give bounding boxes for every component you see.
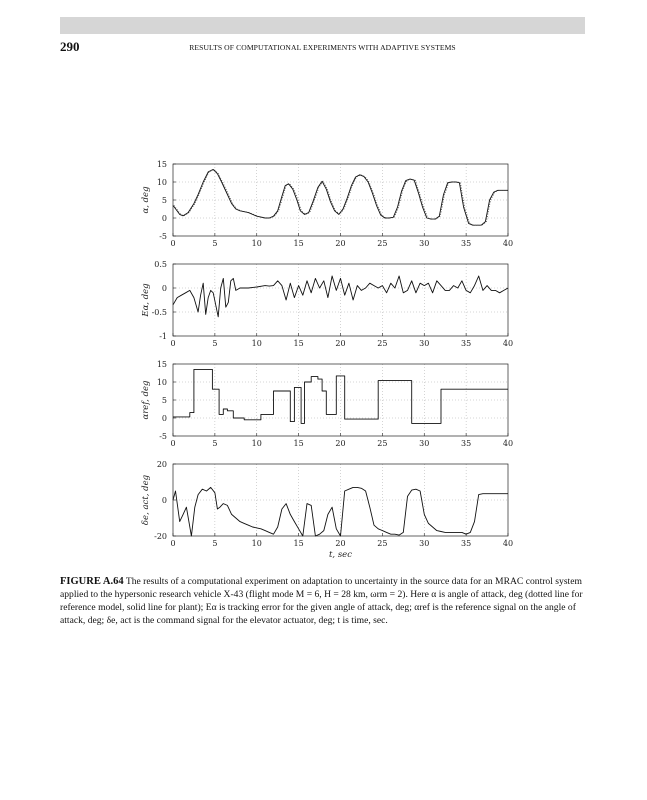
y-tick-label: 10 [156, 178, 167, 187]
x-tick-label: 20 [335, 439, 346, 448]
y-tick-label: 0.5 [154, 260, 167, 269]
y-tick-label: 20 [156, 460, 167, 469]
y-tick-label: 0 [161, 284, 167, 293]
y-tick-label: 5 [161, 196, 167, 205]
page-number: 290 [60, 39, 80, 54]
y-axis-label: δe, act, deg [141, 474, 151, 526]
y-axis-label: α, deg [141, 186, 151, 214]
y-tick-label: -0.5 [151, 308, 167, 317]
y-tick-label: -5 [159, 432, 167, 441]
x-tick-label: 25 [377, 239, 388, 248]
x-tick-label: 40 [502, 339, 514, 348]
x-tick-label: 30 [419, 539, 430, 548]
x-tick-label: 30 [419, 239, 430, 248]
x-tick-label: 35 [461, 239, 472, 248]
x-tick-label: 20 [335, 539, 346, 548]
y-tick-label: -20 [154, 532, 167, 541]
x-tick-label: 35 [461, 539, 472, 548]
x-tick-label: 0 [170, 239, 176, 248]
x-tick-label: 15 [293, 239, 304, 248]
y-tick-label: 0 [161, 496, 167, 505]
y-tick-label: 0 [161, 414, 167, 423]
y-tick-label: -1 [159, 332, 167, 341]
x-tick-label: 25 [377, 339, 388, 348]
x-tick-label: 40 [502, 539, 514, 548]
running-title: RESULTS OF COMPUTATIONAL EXPERIMENTS WITH ADAPTIVE SYSTEMS [189, 43, 456, 52]
y-tick-label: 15 [156, 160, 167, 169]
y-axis-label: αref, deg [141, 380, 151, 420]
x-tick-label: 0 [170, 339, 176, 348]
y-tick-label: 15 [156, 360, 167, 369]
y-tick-label: -5 [159, 232, 167, 241]
x-tick-label: 5 [212, 339, 218, 348]
x-tick-label: 20 [335, 239, 346, 248]
x-tick-label: 5 [212, 439, 218, 448]
x-tick-label: 0 [170, 539, 176, 548]
x-tick-label: 15 [293, 339, 304, 348]
x-tick-label: 30 [419, 439, 430, 448]
x-tick-label: 0 [170, 439, 176, 448]
reference-model-line [174, 169, 508, 225]
y-axis-label: Eα, deg [141, 283, 151, 317]
x-tick-label: 25 [377, 539, 388, 548]
x-tick-label: 25 [377, 439, 388, 448]
x-tick-label: 30 [419, 339, 430, 348]
y-tick-label: 5 [161, 396, 167, 405]
x-tick-label: 40 [502, 439, 514, 448]
y-tick-label: 0 [161, 214, 167, 223]
x-tick-label: 10 [251, 339, 262, 348]
x-tick-label: 10 [251, 439, 262, 448]
x-tick-label: 5 [212, 239, 218, 248]
x-axis-label: t, sec [329, 550, 352, 560]
y-tick-label: 10 [156, 378, 167, 387]
caption-text: The results of a computational experiment on adaptation to uncertainty in the source data for an MRAC control system applied to the hypersonic research vehicle X-43 (flight mode M = 6, H = 28 km, ωrm = 2). Here α is angle of attack, deg (dotted line for reference model, solid line for plant); Eα is tracking error for the given angle of attack, deg; αref is the reference signal on the angle of attack, deg; δe, act is the command signal for the elevator actuator, deg; t is time, sec. [60, 576, 583, 626]
x-tick-label: 5 [212, 539, 218, 548]
x-tick-label: 15 [293, 539, 304, 548]
caption-label: FIGURE A.64 [60, 576, 124, 587]
x-tick-label: 35 [461, 339, 472, 348]
x-tick-label: 35 [461, 439, 472, 448]
figure-caption [60, 575, 590, 627]
x-tick-label: 40 [502, 239, 514, 248]
x-tick-label: 20 [335, 339, 346, 348]
x-tick-label: 15 [293, 439, 304, 448]
x-tick-label: 10 [251, 239, 262, 248]
x-tick-label: 10 [251, 539, 262, 548]
